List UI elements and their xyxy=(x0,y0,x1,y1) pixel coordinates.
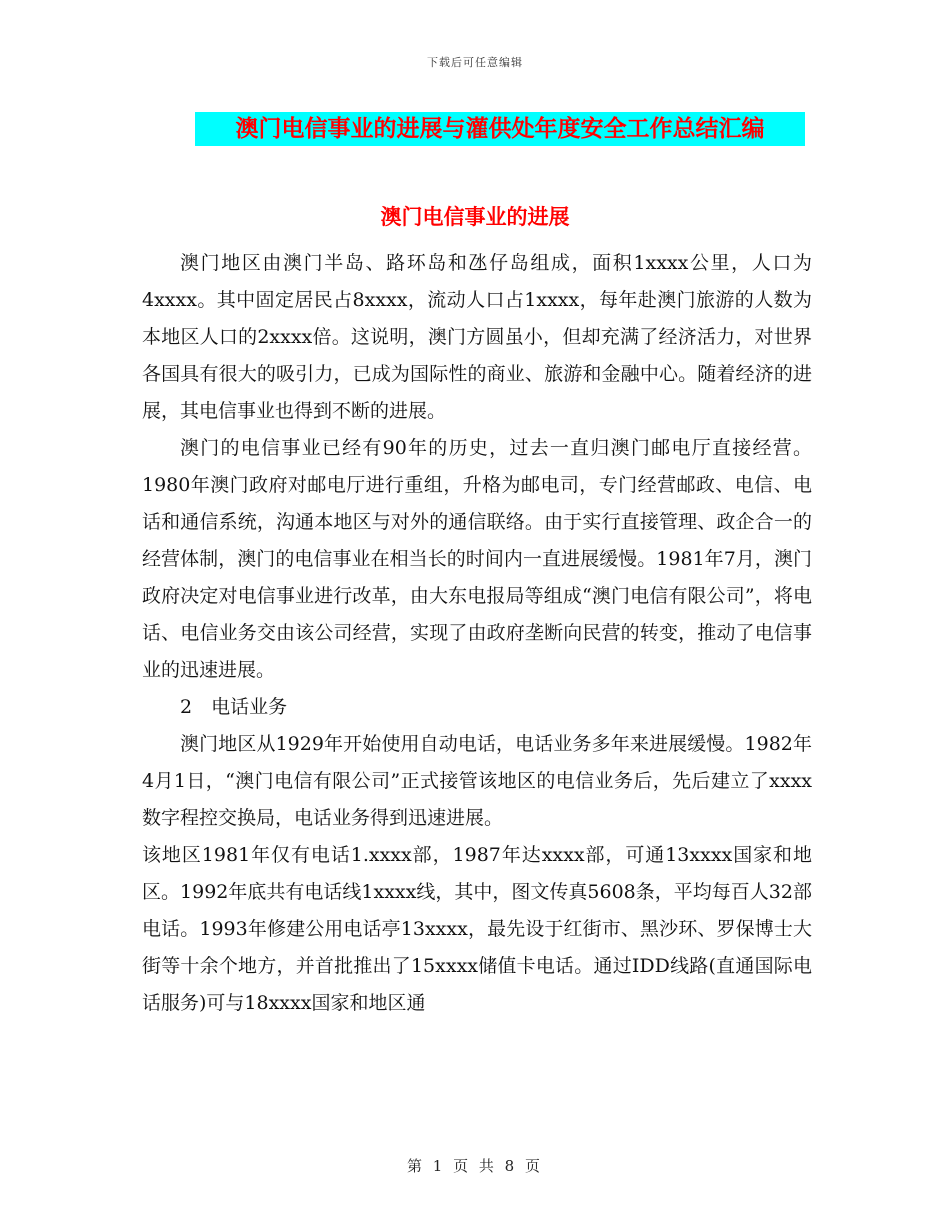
paragraph: 澳门地区从1929年开始使用自动电话，电话业务多年来进展缓慢。1982年4月1日，“澳门电信有限公司”正式接管该地区的电信业务后，先后建立了xxxx数字程控交换局，电话业务得到迅速进展。 xyxy=(142,733,812,829)
paragraph: 该地区1981年仅有电话1.xxxx部，1987年达xxxx部，可通13xxxx国家和地区。1992年底共有电话线1xxxx线，其中，图文传真5608条，平均每百人32部电话。1993年修建公用电话亭13xxxx，最先设于红街市、黑沙环、罗保博士大街等十余个地方，并首批推出了15xxxx储值卡电话。通过IDD线路(直通国际电话服务)可与18xxxx国家和地区通 xyxy=(142,844,812,1014)
page-header-note: 下载后可任意编辑 xyxy=(427,56,523,69)
document-body xyxy=(142,245,812,1022)
paragraph: 澳门的电信事业已经有90年的历史，过去一直归澳门邮电厅直接经营。1980年澳门政府对邮电厅进行重组，升格为邮电司，专门经营邮政、电信、电话和通信系统，沟通本地区与对外的通信联络。由于实行直接管理、政企合一的经营体制，澳门的电信事业在相当长的时间内一直进展缓慢。1981年7月，澳门政府决定对电信事业进行改革，由大东电报局等组成“澳门电信有限公司”，将电话、电信业务交由该公司经营，实现了由政府垄断向民营的转变，推动了电信事业的迅速进展。 xyxy=(142,437,812,681)
section-title: 澳门电信事业的进展 xyxy=(380,205,570,229)
paragraph: 澳门地区由澳门半岛、路环岛和氹仔岛组成，面积1xxxx公里，人口为4xxxx。其中固定居民占8xxxx，流动人口占1xxxx，每年赴澳门旅游的人数为本地区人口的2xxxx倍。这说明，澳门方圆虽小，但却充满了经济活力，对世界各国具有很大的吸引力，已成为国际性的商业、旅游和金融中心。随着经济的进展，其电信事业也得到不断的进展。 xyxy=(142,252,812,422)
main-title-highlight xyxy=(195,112,805,146)
page-footer: 第 1 页 共 8 页 xyxy=(407,1157,543,1175)
subheading: 2 电话业务 xyxy=(180,696,288,718)
main-title: 澳门电信事业的进展与灌供处年度安全工作总结汇编 xyxy=(235,116,765,142)
